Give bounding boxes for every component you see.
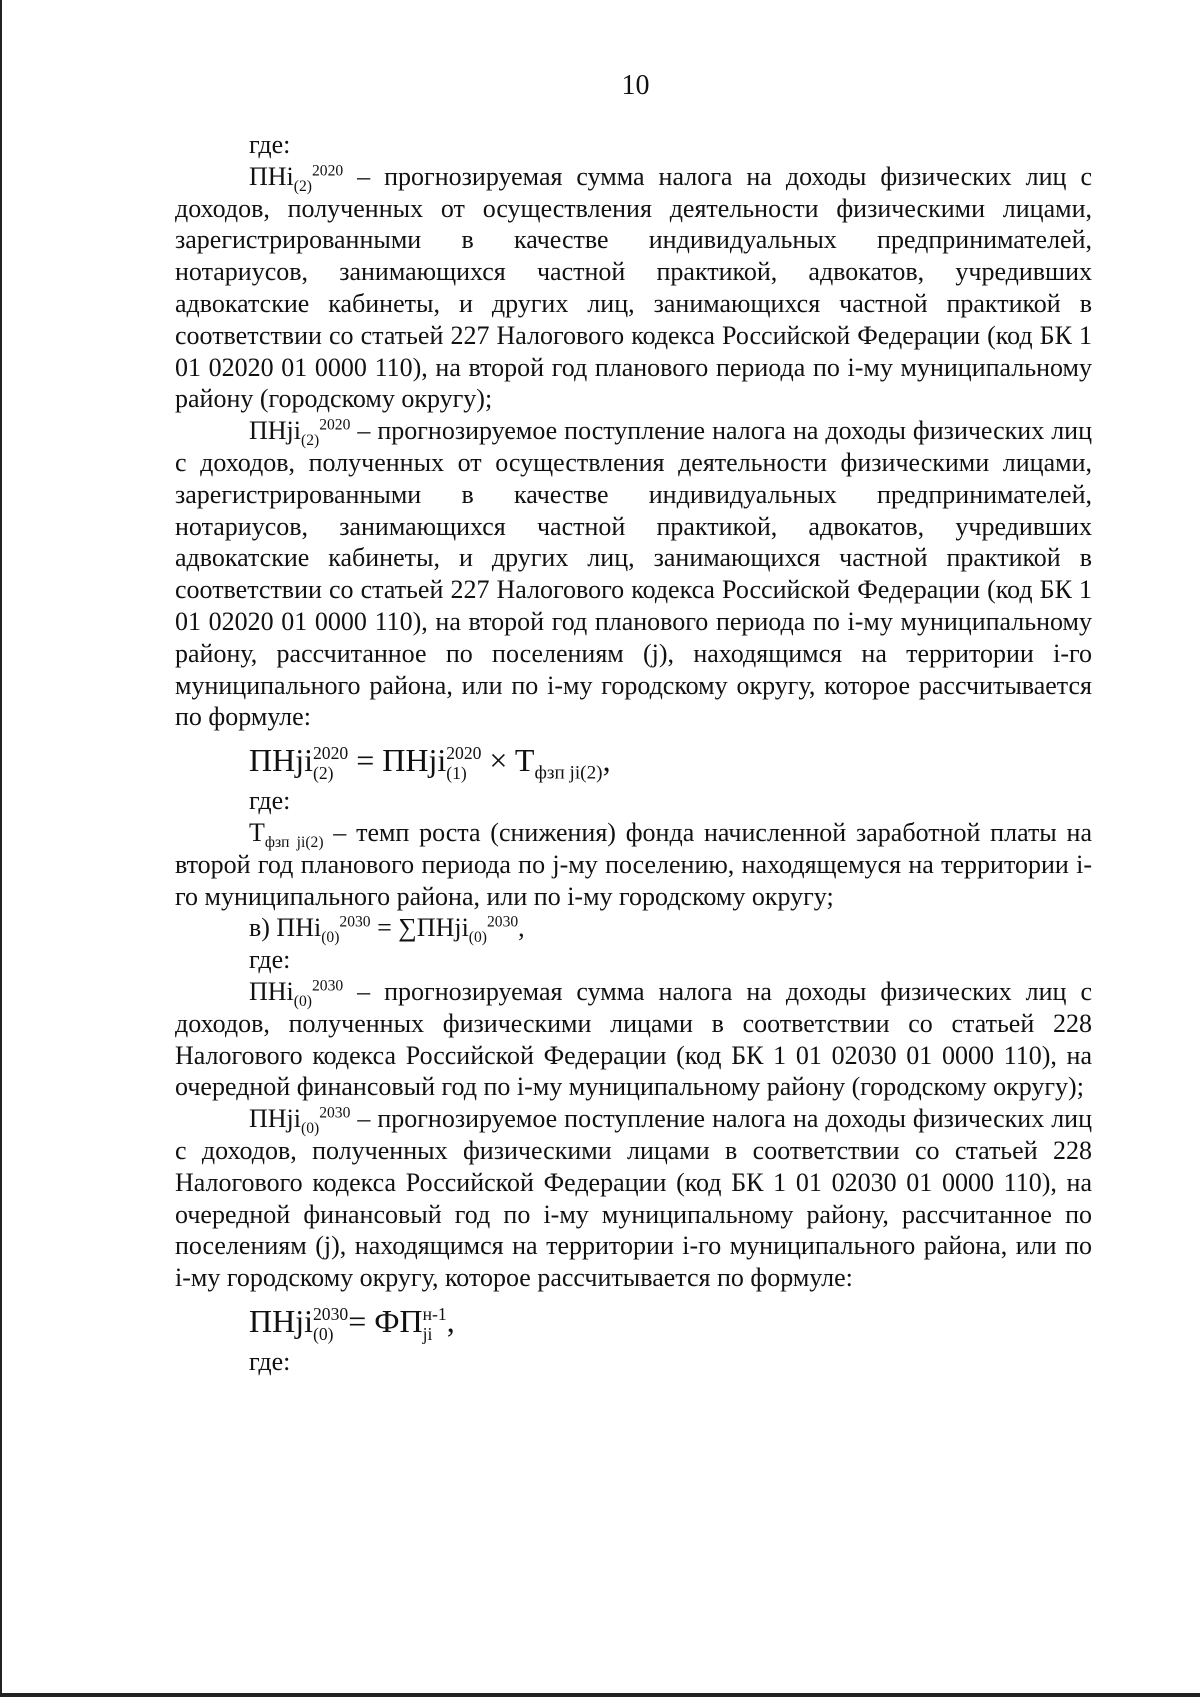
where-label: где: — [249, 945, 291, 975]
document-body — [175, 129, 1092, 1378]
symbol: ПНji — [249, 1104, 301, 1134]
where-label: где: — [249, 130, 291, 159]
symbol-subscript: (2) — [301, 432, 320, 450]
item-v-end: , — [518, 913, 525, 943]
symbol-subscript: фзп ji(2) — [264, 834, 324, 852]
formula-fp-sub: ji — [422, 1323, 433, 1344]
definition-tfzp — [175, 817, 1092, 912]
page-number: 10 — [621, 70, 650, 101]
formula-lhs-sup: 2030 — [313, 1303, 349, 1324]
item-v-prefix: в) ПНi — [249, 913, 322, 943]
formula-lhs-sup: 2020 — [313, 743, 349, 764]
definition-text: – прогнозируемая сумма налога на доходы физических лиц с доходов, полученных физическими лицами в соответствии со статьей 228 Налогового кодекса Российской Федерации (код БК 1 01 02030 01 0000 110), на очередной финансовый год по i-му муниципальному району (городскому округу); — [175, 976, 1092, 1102]
symbol: ПНi — [249, 161, 294, 191]
formula-t-subscript: фзп ji(2) — [534, 762, 603, 784]
item-v-sup1: 2030 — [339, 913, 371, 931]
symbol-superscript: 2020 — [311, 162, 344, 180]
formula-multiply-t: × T — [481, 742, 535, 779]
formula-lhs-sub: (2) — [313, 762, 334, 783]
symbol-superscript: 2030 — [311, 977, 344, 995]
item-v-mid: = ∑ПНji — [370, 913, 469, 943]
symbol-superscript: 2030 — [319, 1104, 351, 1122]
formula-lhs-indices — [313, 745, 348, 782]
symbol-superscript: 2020 — [319, 416, 351, 434]
definition-text: – прогнозируемое поступление налога на доходы физических лиц с доходов, полученных от осуществления деятельности физическими лицами, зарегистрированными в качестве индивидуальных предпринимателей, нотариусов, занимающихся частной практикой, адвокатов, учредивших адвокатские кабинеты, и других лиц, занимающихся частной практикой в соответствии со статьей 227 Налогового кодекса Российской Федерации (код БК 1 01 02020 01 0000 110), на второй год планового периода по i-му муниципальному району, рассчитанное по поселениям (j), находящимся на территории i-го муниципального района, или по i-му городскому округу, которое рассчитывается по формуле: — [175, 416, 1092, 732]
formula-pnji0-2030 — [175, 1294, 1092, 1346]
formula-rhs-sub: (1) — [446, 762, 467, 783]
where-label: где: — [249, 786, 291, 816]
definition-pni0-2030 — [175, 976, 1092, 1103]
formula-lhs: ПНji — [249, 1302, 313, 1339]
definition-pni2-2020 — [175, 161, 1092, 415]
symbol: ПНi — [249, 976, 294, 1006]
formula-rhs: ПНji — [382, 742, 447, 779]
formula-end: , — [446, 1302, 455, 1339]
definition-text: – прогнозируемое поступление налога на доходы физических лиц с доходов, полученных физическими лицами в соответствии со статьей 228 Налогового кодекса Российской Федерации (код БК 1 01 02030 01 0000 110), на очередной финансовый год по i-му муниципальному району, рассчитанное по поселениям (j), находящимся на территории i-го муниципального района, или по i-му городскому округу, которое рассчитывается по формуле: — [175, 1104, 1092, 1293]
symbol: ПНji — [249, 416, 301, 446]
item-v-formula — [175, 912, 1092, 947]
symbol-subscript: (0) — [293, 993, 312, 1011]
definition-pnji0-2030 — [175, 1103, 1092, 1294]
formula-rhs-sup: 2020 — [446, 743, 482, 764]
item-v-sub1: (0) — [321, 929, 340, 947]
definition-text: – темп роста (снижения) фонда начисленной заработной платы на второй год планового периода по j-му поселению, находящемуся на территории i-го муниципального района, или по i-му городскому округу; — [175, 817, 1092, 911]
formula-fp-indices — [422, 1303, 447, 1344]
formula-pnji2-2020 — [175, 733, 1092, 785]
symbol-subscript: (0) — [301, 1120, 320, 1138]
item-v-sup2: 2030 — [486, 913, 519, 931]
formula-end: , — [602, 742, 611, 779]
formula-lhs-indices — [313, 1303, 349, 1344]
formula-fp-sup: н-1 — [422, 1303, 447, 1324]
formula-lhs: ПНji — [249, 742, 313, 779]
symbol: T — [249, 817, 265, 847]
definition-text: – прогнозируемая сумма налога на доходы физических лиц с доходов, полученных от осуществления деятельности физическими лицами, зарегистрированными в качестве индивидуальных предпринимателей, нотариусов, занимающихся частной практикой, адвокатов, учредивших адвокатские кабинеты, и других лиц, занимающихся частной практикой в соответствии со статьей 227 Налогового кодекса Российской Федерации (код БК 1 01 02020 01 0000 110), на второй год планового периода по i-му муниципальному району (городскому округу); — [175, 161, 1092, 414]
definition-pnji2-2020 — [175, 415, 1092, 733]
formula-lhs-sub: (0) — [313, 1323, 334, 1344]
where-label: где: — [249, 1346, 291, 1376]
formula-equals-fp: = ФП — [348, 1302, 423, 1339]
formula-rhs-indices — [446, 745, 481, 782]
formula-equals: = — [348, 742, 383, 779]
symbol-subscript: (2) — [293, 177, 312, 195]
item-v-sub2: (0) — [468, 929, 487, 947]
